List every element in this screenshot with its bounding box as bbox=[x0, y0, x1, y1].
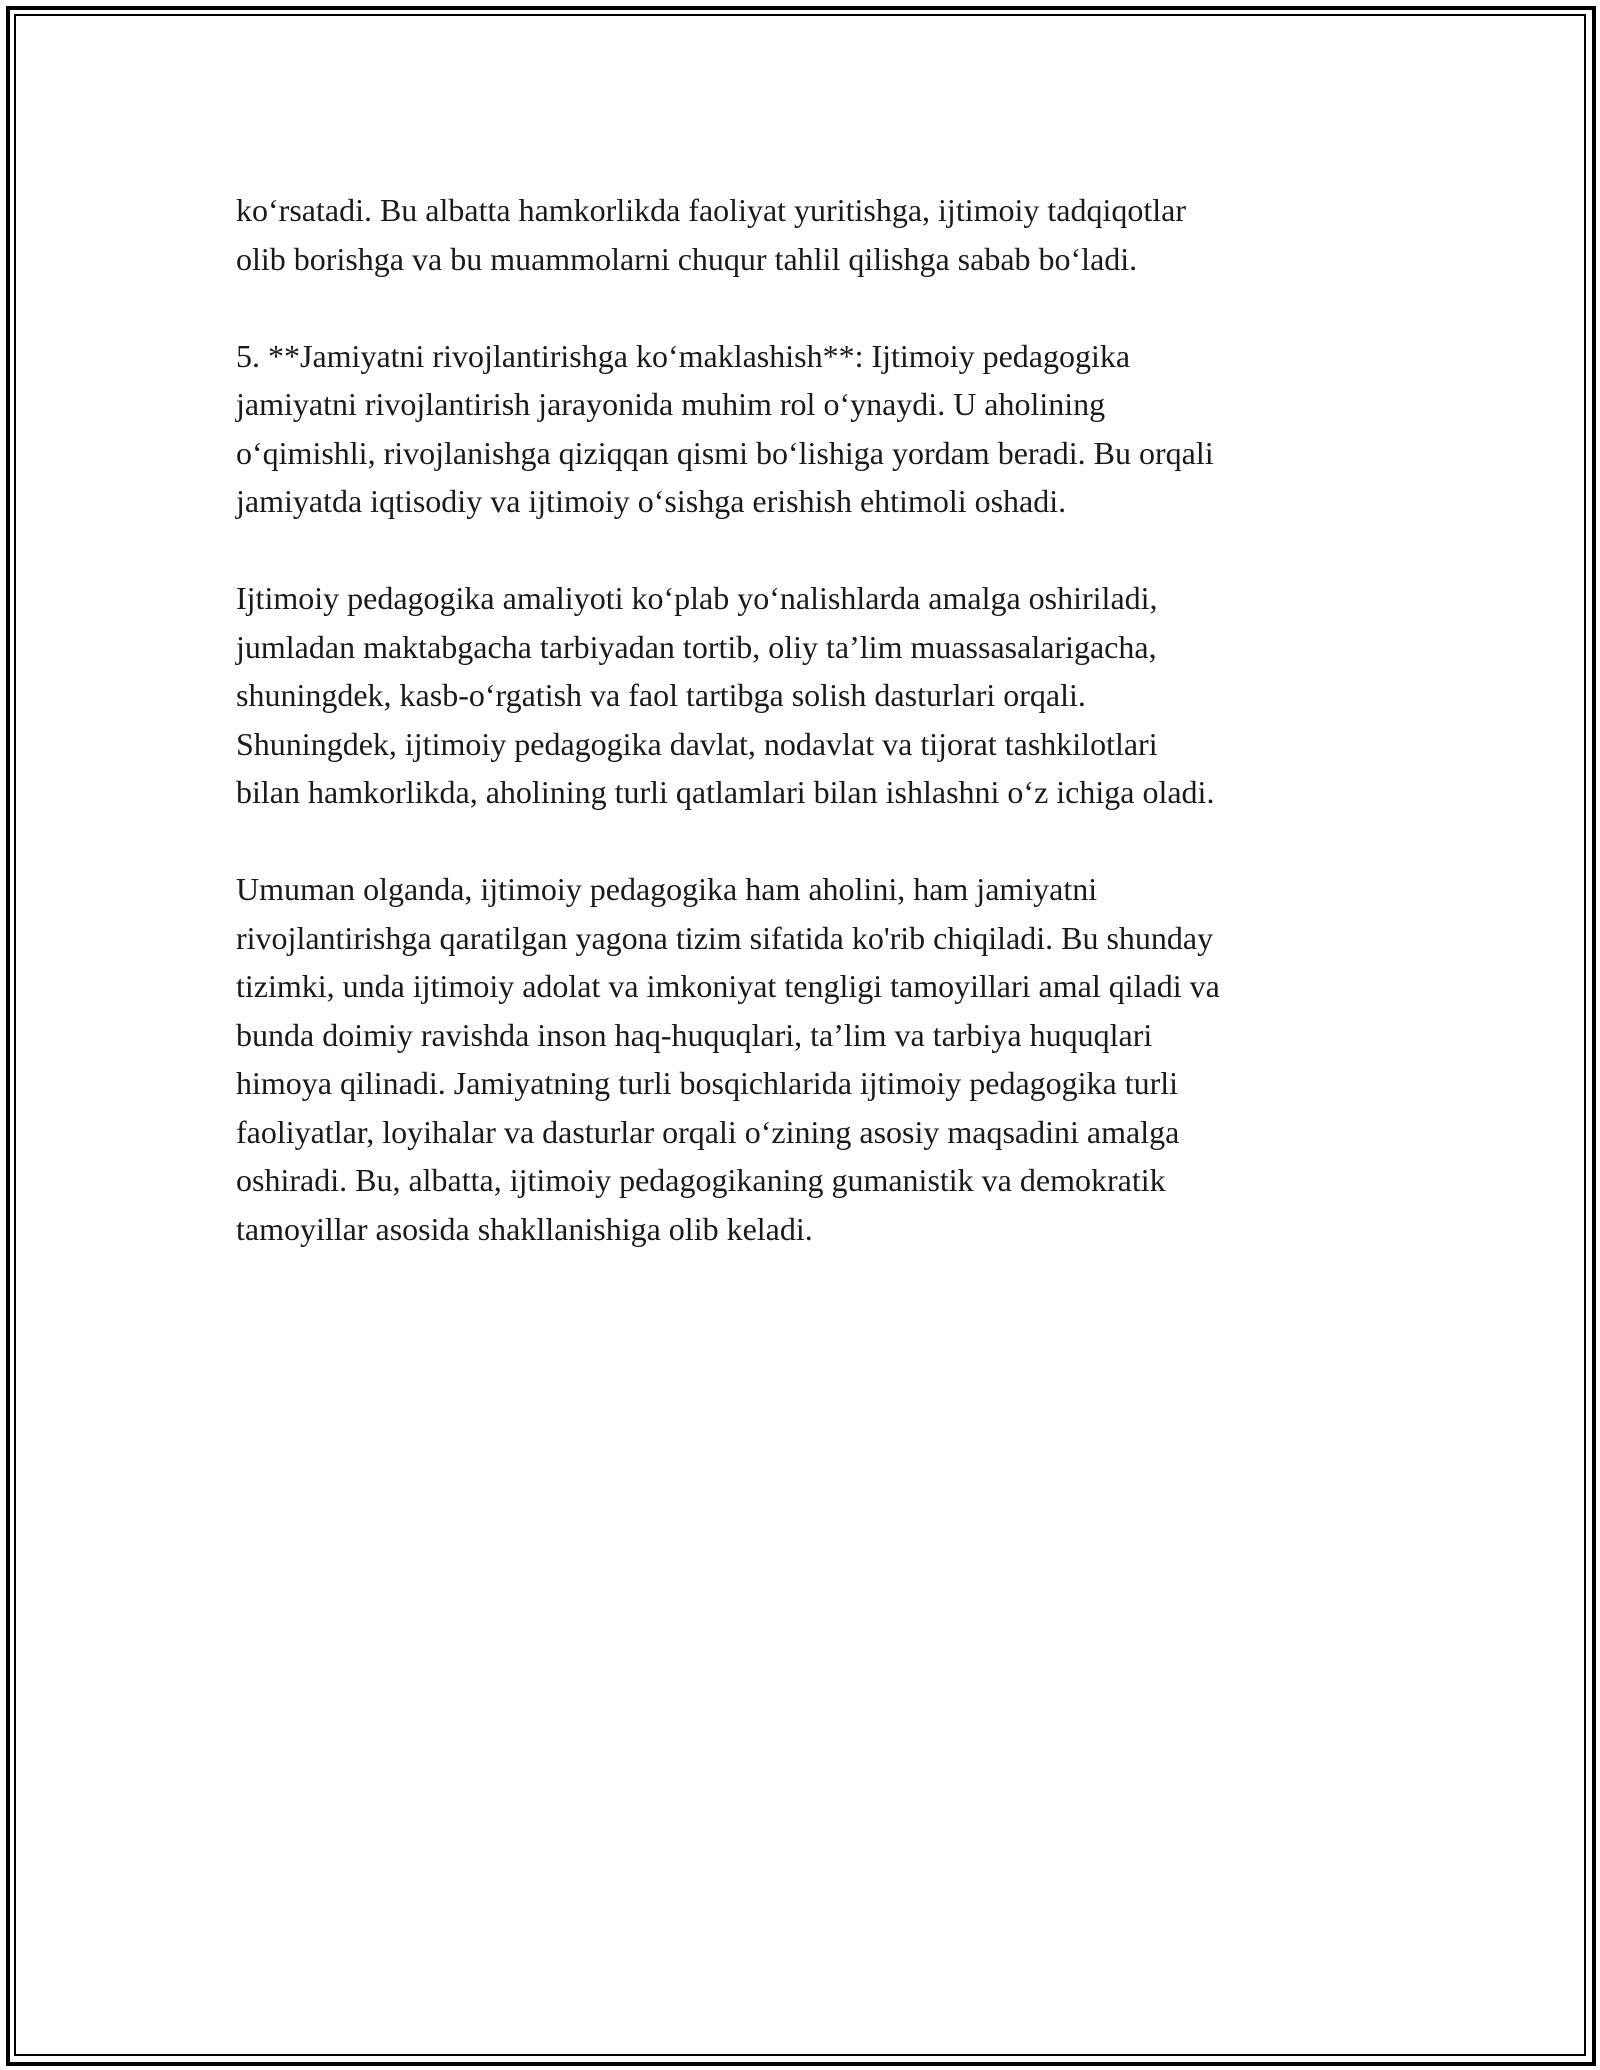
text-line: oshiradi. Bu, albatta, ijtimoiy pedagogikaning gumanistik va demokratik bbox=[236, 1162, 1166, 1198]
text-line: Ijtimoiy pedagogika amaliyoti ko‘plab yo‘nalishlarda amalga oshiriladi, bbox=[236, 580, 1158, 616]
paragraph-1 bbox=[236, 186, 1386, 283]
text-line: jamiyatda iqtisodiy va ijtimoiy o‘sishga erishish ehtimoli oshadi. bbox=[236, 483, 1067, 519]
text-line: bilan hamkorlikda, aholining turli qatlamlari bilan ishlashni o‘z ichiga oladi. bbox=[236, 774, 1215, 810]
text-line: tamoyillar asosida shakllanishiga olib keladi. bbox=[236, 1210, 813, 1247]
paragraph-gap bbox=[236, 817, 1386, 866]
text-line: o‘qimishli, rivojlanishga qiziqqan qismi bo‘lishiga yordam beradi. Bu orqali bbox=[236, 434, 1214, 471]
text-line: faoliyatlar, loyihalar va dasturlar orqali o‘zining asosiy maqsadini amalga bbox=[236, 1113, 1180, 1150]
text-line: rivojlantirishga qaratilgan yagona tizim sifatida ko'rib chiqiladi. Bu shunday bbox=[236, 919, 1214, 956]
paragraph-4 bbox=[236, 865, 1386, 1253]
text-line: tizimki, unda ijtimoiy adolat va imkoniyat tengligi tamoyillari amal qiladi va bbox=[236, 968, 1220, 1004]
text-line: ko‘rsatadi. Bu albatta hamkorlikda faoliyat yuritishga, ijtimoiy tadqiqotlar bbox=[236, 192, 1186, 228]
text-line: shuningdek, kasb-o‘rgatish va faol tartibga solish dasturlari orqali. bbox=[236, 677, 1086, 713]
text-line: 5. **Jamiyatni rivojlantirishga ko‘maklashish**: Ijtimoiy pedagogika bbox=[236, 337, 1131, 374]
paragraph-gap bbox=[236, 283, 1386, 332]
text-line: jamiyatni rivojlantirish jarayonida muhim rol o‘ynaydi. U aholining bbox=[236, 386, 1106, 422]
text-line: Umuman olganda, ijtimoiy pedagogika ham aholini, ham jamiyatni bbox=[236, 871, 1098, 907]
paragraph-2 bbox=[236, 332, 1386, 526]
paragraph-gap bbox=[236, 526, 1386, 575]
text-line: bunda doimiy ravishda inson haq-huquqlari, ta’lim va tarbiya huquqlari bbox=[236, 1016, 1153, 1053]
text-line: himoya qilinadi. Jamiyatning turli bosqichlarida ijtimoiy pedagogika turli bbox=[236, 1065, 1179, 1101]
text-line: olib borishga va bu muammolarni chuqur tahlil qilishga sabab bo‘ladi. bbox=[236, 240, 1138, 277]
text-line: jumladan maktabgacha tarbiyadan tortib, oliy ta’lim muassasalarigacha, bbox=[236, 628, 1157, 665]
document-body bbox=[236, 186, 1386, 1253]
paragraph-3 bbox=[236, 574, 1386, 817]
text-line: Shuningdek, ijtimoiy pedagogika davlat, nodavlat va tijorat tashkilotlari bbox=[236, 725, 1158, 762]
